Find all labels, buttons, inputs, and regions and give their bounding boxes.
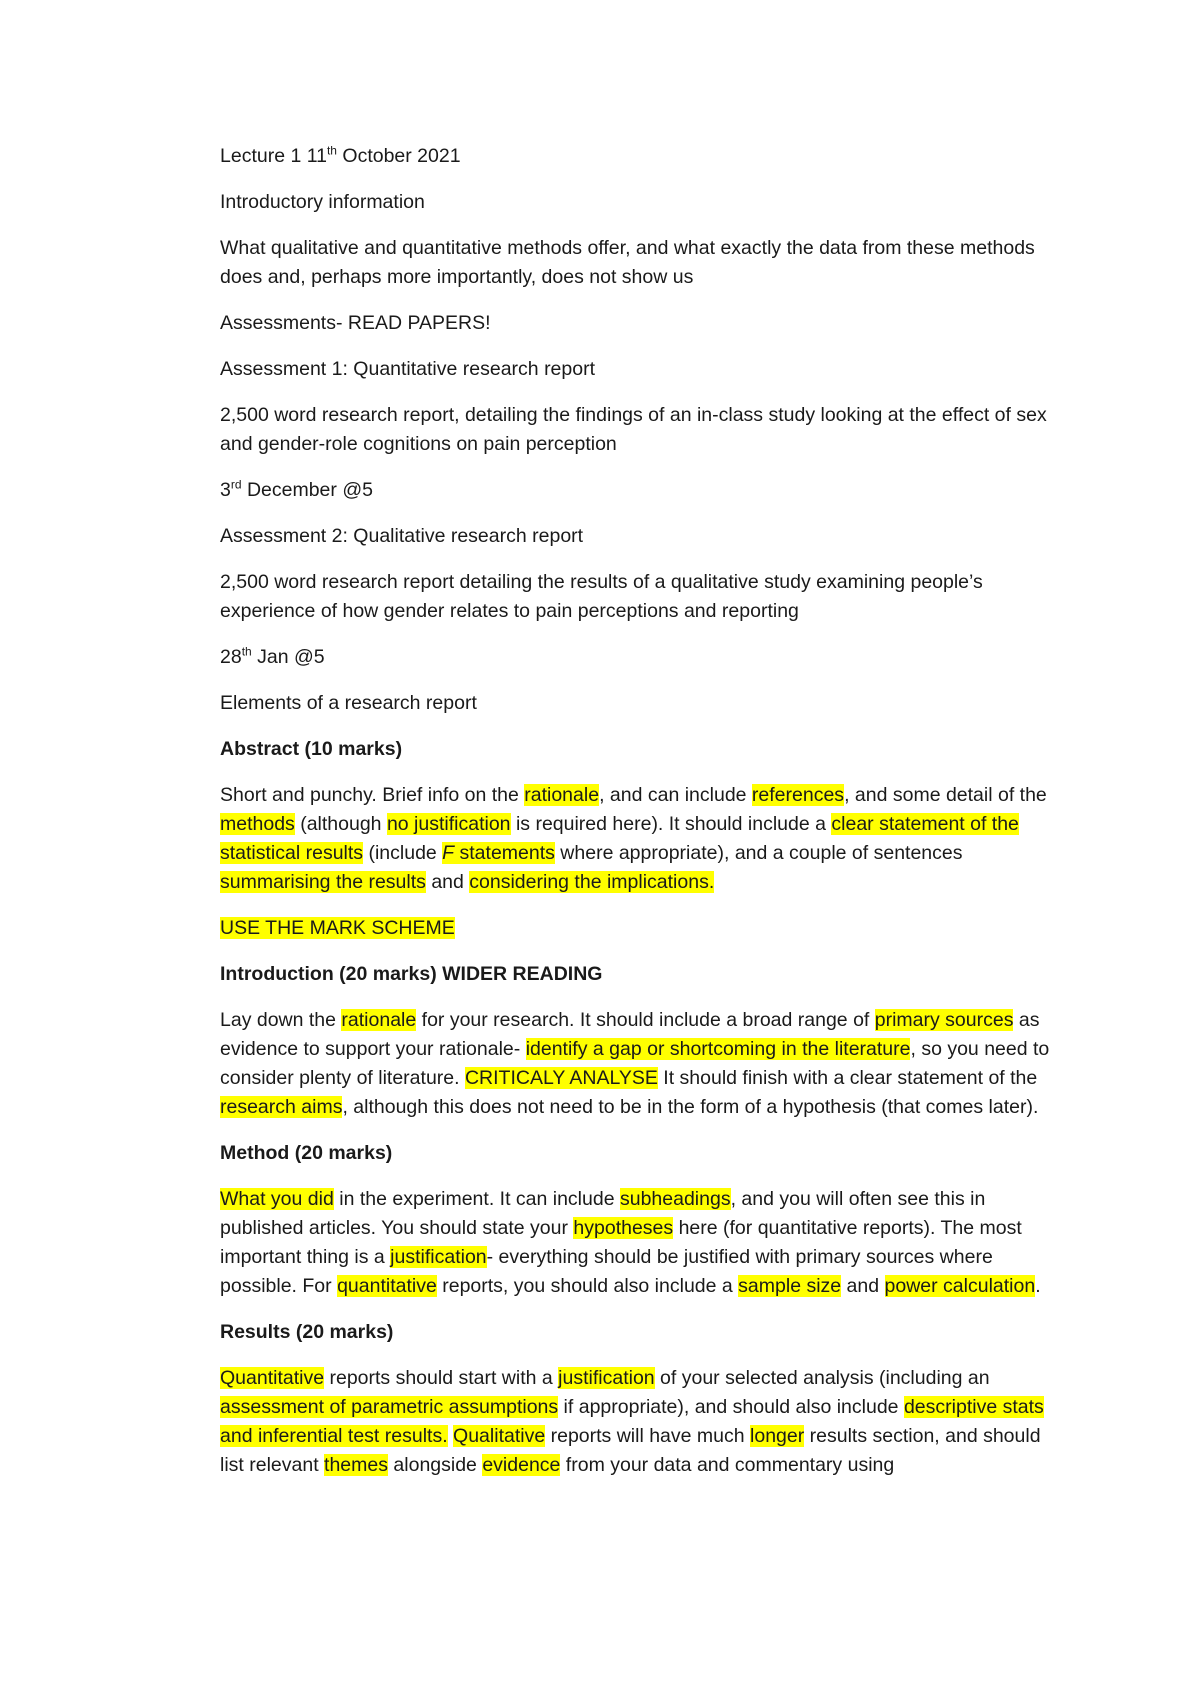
abstract-paragraph: Short and punchy. Brief info on the rationale, and can include references, and some detail of the methods (although no justification is required here). It should include a clear statement of the statistical results (include F statements where appropriate), and a couple of sentences summarising the results and considering the implications. [220, 784, 1047, 893]
assessment-1-due-date: 3rd December @5 [220, 477, 373, 501]
highlight: themes [324, 1454, 388, 1476]
highlight: CRITICALY ANALYSE [464, 1067, 658, 1089]
highlight: assessment of parametric assumptions [220, 1396, 559, 1418]
highlight: power calculation [884, 1275, 1036, 1297]
highlight: Qualitative [453, 1425, 546, 1447]
highlight: quantitative [337, 1275, 437, 1297]
highlight: research aims [220, 1096, 343, 1118]
highlight: references [751, 784, 845, 806]
assessment-1-description: 2,500 word research report, detailing the findings of an in-class study looking at the effect of sex and gender-role cognitions on pain perception [220, 404, 1047, 455]
document-body [220, 142, 1060, 1497]
highlight: clear statement of the statistical results [220, 813, 1019, 864]
results-heading: Results (20 marks) [220, 1321, 394, 1343]
highlight: longer [750, 1425, 805, 1447]
highlight: sample size [738, 1275, 842, 1297]
highlight: justification [390, 1246, 487, 1268]
highlight: Quantitative [220, 1367, 325, 1389]
mark-scheme-note [220, 914, 1060, 943]
highlight: F statements [442, 842, 555, 864]
highlight: summarising the results [220, 871, 426, 893]
assessment-2-description: 2,500 word research report detailing the results of a qualitative study examining people’s experience of how gender relates to pain perceptions and reporting [220, 571, 983, 622]
assessment-2-title: Assessment 2: Qualitative research report [220, 525, 584, 547]
highlight: rationale [524, 784, 600, 806]
assessments-heading: Assessments- READ PAPERS! [220, 312, 491, 334]
intro-info: Introductory information [220, 191, 425, 213]
highlight: USE THE MARK SCHEME [220, 917, 455, 939]
lecture-title: Lecture 1 11th October 2021 [220, 143, 461, 167]
highlight: identify a gap or shortcoming in the literature [525, 1038, 911, 1060]
assessment-1-title: Assessment 1: Quantitative research report [220, 358, 596, 380]
abstract-heading: Abstract (10 marks) [220, 738, 403, 760]
method-heading: Method (20 marks) [220, 1142, 393, 1164]
highlight: methods [220, 813, 295, 835]
results-paragraph: Quantitative reports should start with a justification of your selected analysis (including an assessment of parametric assumptions if appropriate), and should also include descriptive stats and inferential test results. Qualitative reports will have much longer results section, and should list relevant themes alongside evidence from your data and commentary using [220, 1367, 1044, 1476]
method-paragraph: What you did in the experiment. It can include subheadings, and you will often see this in published articles. You should state your hypotheses here (for quantitative reports). The most important thing is a justification- everything should be justified with primary sources where possible. For quantitative reports, you should also include a sample size and power calculation. [220, 1188, 1041, 1297]
highlight: considering the implications. [469, 871, 715, 893]
introduction-heading: Introduction (20 marks) WIDER READING [220, 963, 603, 985]
assessment-2-due-date: 28th Jan @5 [220, 644, 325, 668]
highlight: primary sources [874, 1009, 1014, 1031]
highlight: justification [558, 1367, 655, 1389]
highlight: evidence [482, 1454, 561, 1476]
highlight: no justification [386, 813, 511, 835]
elements-heading: Elements of a research report [220, 692, 477, 714]
highlight: subheadings [619, 1188, 731, 1210]
highlight: hypotheses [573, 1217, 674, 1239]
highlight: descriptive stats and inferential test results. [220, 1396, 1044, 1447]
methods-offer-paragraph: What qualitative and quantitative methods offer, and what exactly the data from these methods does and, perhaps more importantly, does not show us [220, 237, 1035, 288]
highlight: What you did [220, 1188, 334, 1210]
introduction-paragraph: Lay down the rationale for your research. It should include a broad range of primary sources as evidence to support your rationale- identify a gap or shortcoming in the literature, so you need to consider plenty of literature. CRITICALY ANALYSE It should finish with a clear statement of the research aims, although this does not need to be in the form of a hypothesis (that comes later). [220, 1009, 1050, 1118]
highlight: rationale [341, 1009, 417, 1031]
